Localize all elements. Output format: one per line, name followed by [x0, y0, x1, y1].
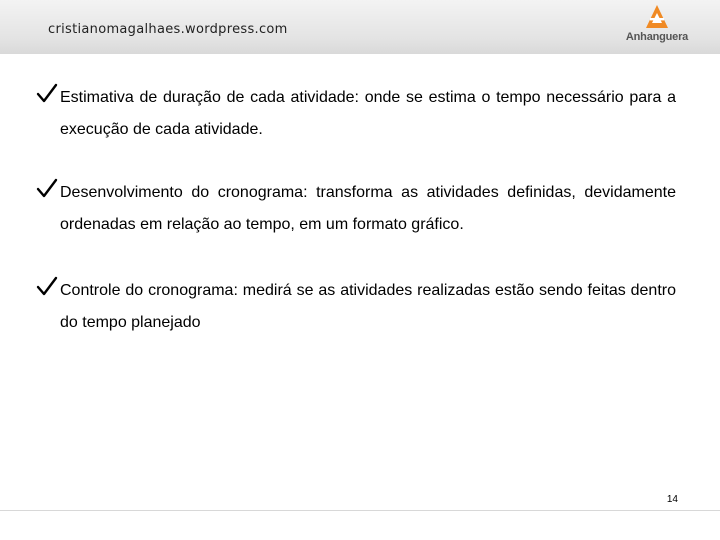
- check-icon: [36, 82, 58, 104]
- bullet-item: [36, 82, 676, 146]
- bullet-text: Controle do cronograma: medirá se as atividades realizadas estão sendo feitas dentro do tempo planejado: [60, 282, 676, 331]
- site-url: cristianomagalhaes.wordpress.com: [48, 22, 288, 37]
- bullet-item: [36, 177, 676, 241]
- page-number: 14: [666, 494, 678, 505]
- bullet-item: [36, 275, 676, 339]
- anhanguera-logo: [622, 4, 692, 48]
- bullet-text: Estimativa de duração de cada atividade: onde se estima o tempo necessário para a execução de cada atividade.: [60, 89, 676, 138]
- check-icon: [36, 177, 58, 199]
- logo-triangle-icon: [645, 4, 669, 30]
- bullet-text: Desenvolvimento do cronograma: transforma as atividades definidas, devidamente ordenadas em relação ao tempo, em um formato gráfico.: [60, 184, 676, 233]
- logo-text: Anhanguera: [625, 31, 689, 43]
- header-band: [0, 0, 720, 54]
- check-icon: [36, 275, 58, 297]
- footer-divider: [0, 510, 720, 511]
